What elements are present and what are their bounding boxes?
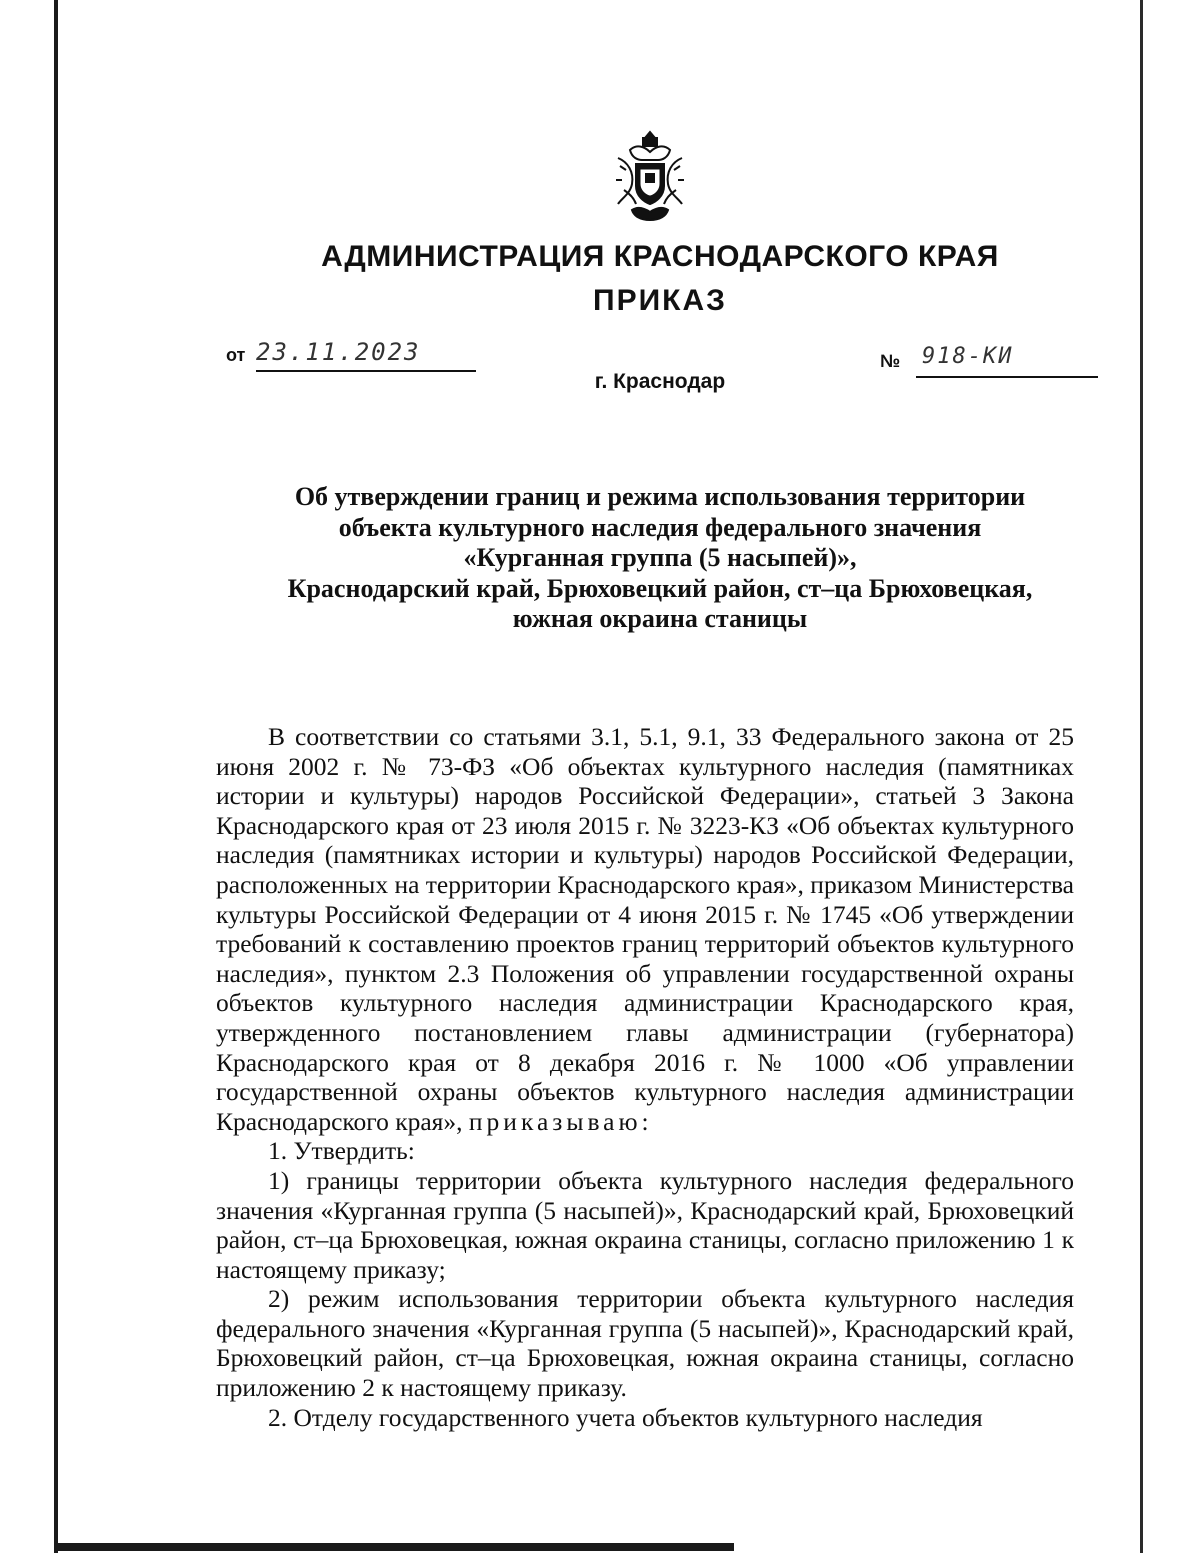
- scan-border-right: [1140, 0, 1143, 1553]
- heading-line: южная окраина станицы: [512, 604, 808, 633]
- item-1: 1. Утвердить:: [268, 1136, 415, 1166]
- preamble-text: В соответствии со статьями 3.1, 5.1, 9.1, 33 Федерального закона от 25 июня 2002 г. № 73-ФЗ «Об объектах культурного наследия (памятниках истории и культуры) народов Российской Федерации», статьей 3 Закона Краснодарского края от 23 июля 2015 г. № 3223-КЗ «Об объектах культурного наследия (памятниках истории и культуры) народов Российской Федерации, расположенных на территории Краснодарского края», приказом Министерства культуры Российской Федерации от 4 июня 2015 г. № 1745 «Об утверждении требований к составлению проектов границ территорий объектов культурного наследия», пунктом 2.3 Положения об управлении государственной охраны объектов культурного наследия администрации Краснодарского края, утвержденного постановлением главы администрации (губернатора) Краснодарского края от 8 декабря 2016 г. № 1000 «Об управлении государственной охраны объектов культурного наследия администрации Краснодарского края»,: [216, 722, 1074, 1136]
- heading-line: «Курганная группа (5 насыпей)»,: [463, 543, 857, 572]
- scan-border-left: [54, 0, 58, 1553]
- number-label: №: [880, 351, 901, 371]
- number-value: 918-КИ: [922, 344, 1014, 369]
- document-body: [216, 722, 1074, 1432]
- heading-line: Об утверждении границ и режима использования территории: [294, 482, 1026, 511]
- item-2: 2. Отделу государственного учета объектов культурного наследия: [268, 1402, 983, 1432]
- date-label: от: [226, 345, 246, 365]
- item-1-2: 2) режим использования территории объекта культурного наследия федерального значения «Курганная группа (5 насыпей)», Краснодарский край, Брюховецкий район, ст–ца Брюховецкая, южная окраина станицы, согласно приложению 2 к настоящему приказу.: [216, 1284, 1074, 1403]
- item-1-1: 1) границы территории объекта культурного наследия федерального значения «Курганная группа (5 насыпей)», Краснодарский край, Брюховецкий район, ст–ца Брюховецкая, южная окраина станицы, согласно приложению 1 к настоящему приказу;: [216, 1165, 1074, 1284]
- city-label: г. Краснодар: [594, 370, 726, 393]
- order-word: приказываю:: [468, 1106, 653, 1136]
- preamble-paragraph: [216, 722, 1074, 1136]
- date-value: 23.11.2023: [256, 338, 421, 366]
- date-field: [226, 340, 486, 374]
- coat-of-arms-icon: [610, 128, 690, 224]
- document-heading: [200, 482, 1120, 635]
- organization-title: АДМИНИСТРАЦИЯ КРАСНОДАРСКОГО КРАЯ: [321, 240, 999, 273]
- scan-border-bottom: [54, 1543, 734, 1551]
- heading-line: объекта культурного наследия федерального значения: [338, 512, 982, 542]
- heading-line: Краснодарский край, Брюховецкий район, ст–ца Брюховецкая,: [287, 573, 1033, 603]
- document-type: ПРИКАЗ: [593, 284, 727, 317]
